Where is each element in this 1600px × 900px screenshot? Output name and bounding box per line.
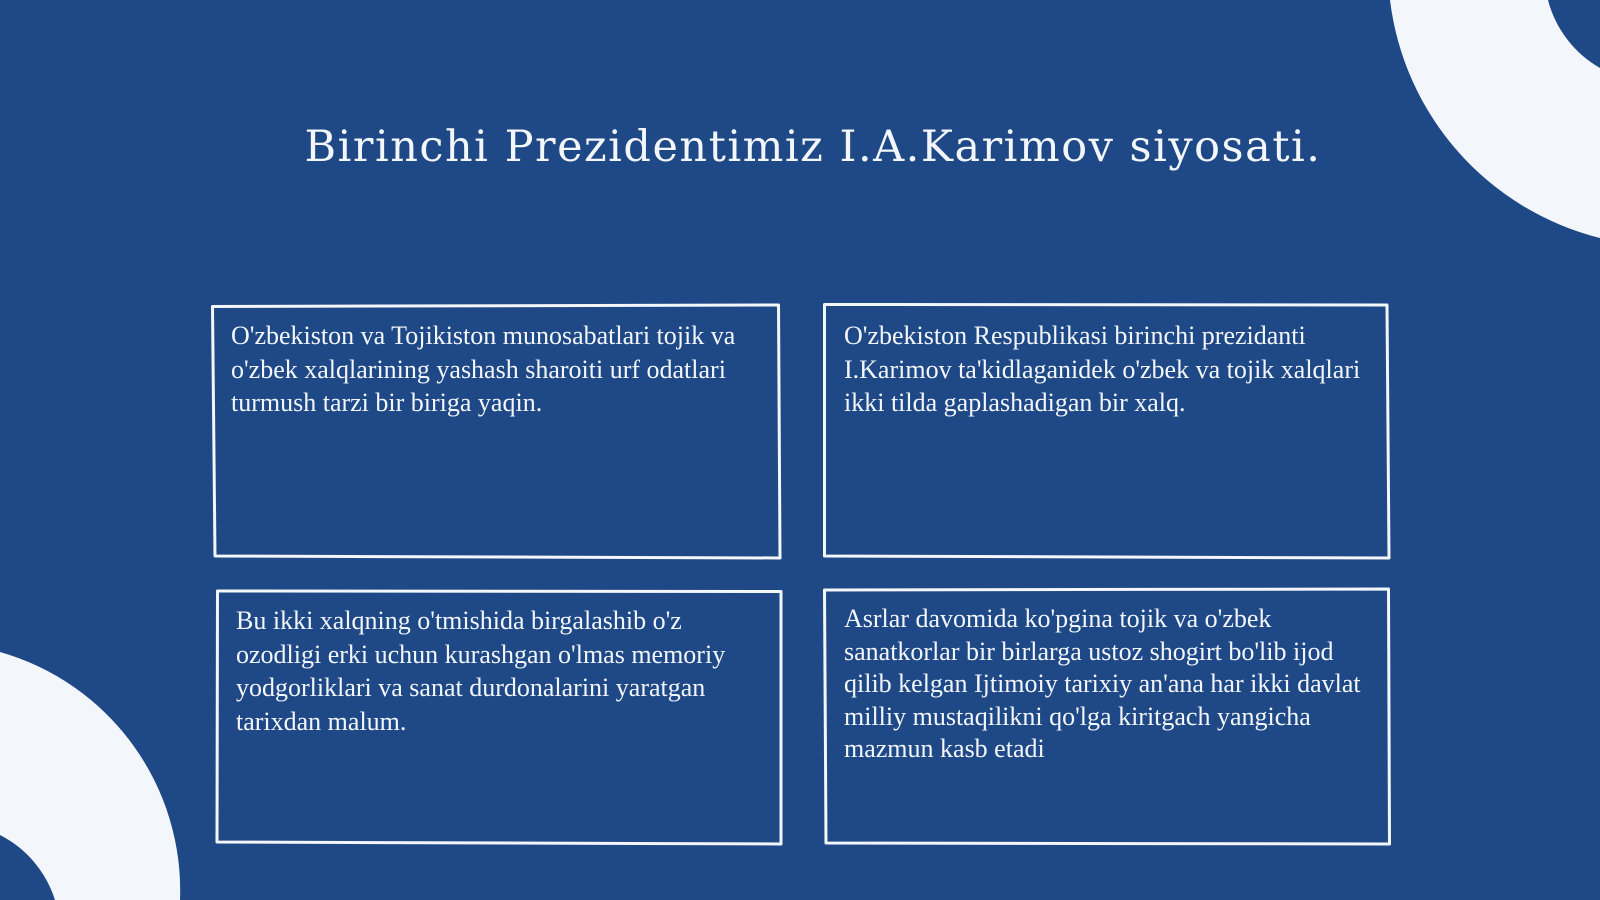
box-4-text: Asrlar davomida ko'pgina tojik va o'zbek sanatkorlar bir birlarga ustoz shogirt bo'lib ijod qilib kelgan Ijtimoiy tarixiy an'ana har ikki davlat milliy mustaqilikni qo'lga kiritgach yangicha mazmun kasb etadi: [844, 604, 1361, 763]
box-3-text: Bu ikki xalqning o'tmishida birgalashib o'z ozodligi erki uchun kurashgan o'lmas memoriy yodgorliklari va sanat durdonalarini yaratgan tarixdan malum.: [236, 606, 726, 736]
box-2-text: O'zbekiston Respublikasi birinchi prezidanti I.Karimov ta'kidlaganidek o'zbek va tojik xalqlari ikki tilda gaplashadigan bir xalq.: [844, 321, 1361, 417]
text-box-2: [826, 305, 1391, 558]
slide-title: Birinchi Prezidentimiz I.A.Karimov siyosati.: [304, 122, 1322, 172]
text-box-3: [218, 590, 783, 843]
bottom-left-arc-shape: [0, 652, 180, 900]
top-right-arc-shape: [1390, 0, 1600, 238]
text-box-4: [826, 589, 1391, 842]
text-box-1: [213, 305, 778, 558]
box-1-text: O'zbekiston va Tojikiston munosabatlari tojik va o'zbek xalqlarining yashash sharoiti urf odatlari turmush tarzi bir biriga yaqin.: [231, 321, 736, 417]
